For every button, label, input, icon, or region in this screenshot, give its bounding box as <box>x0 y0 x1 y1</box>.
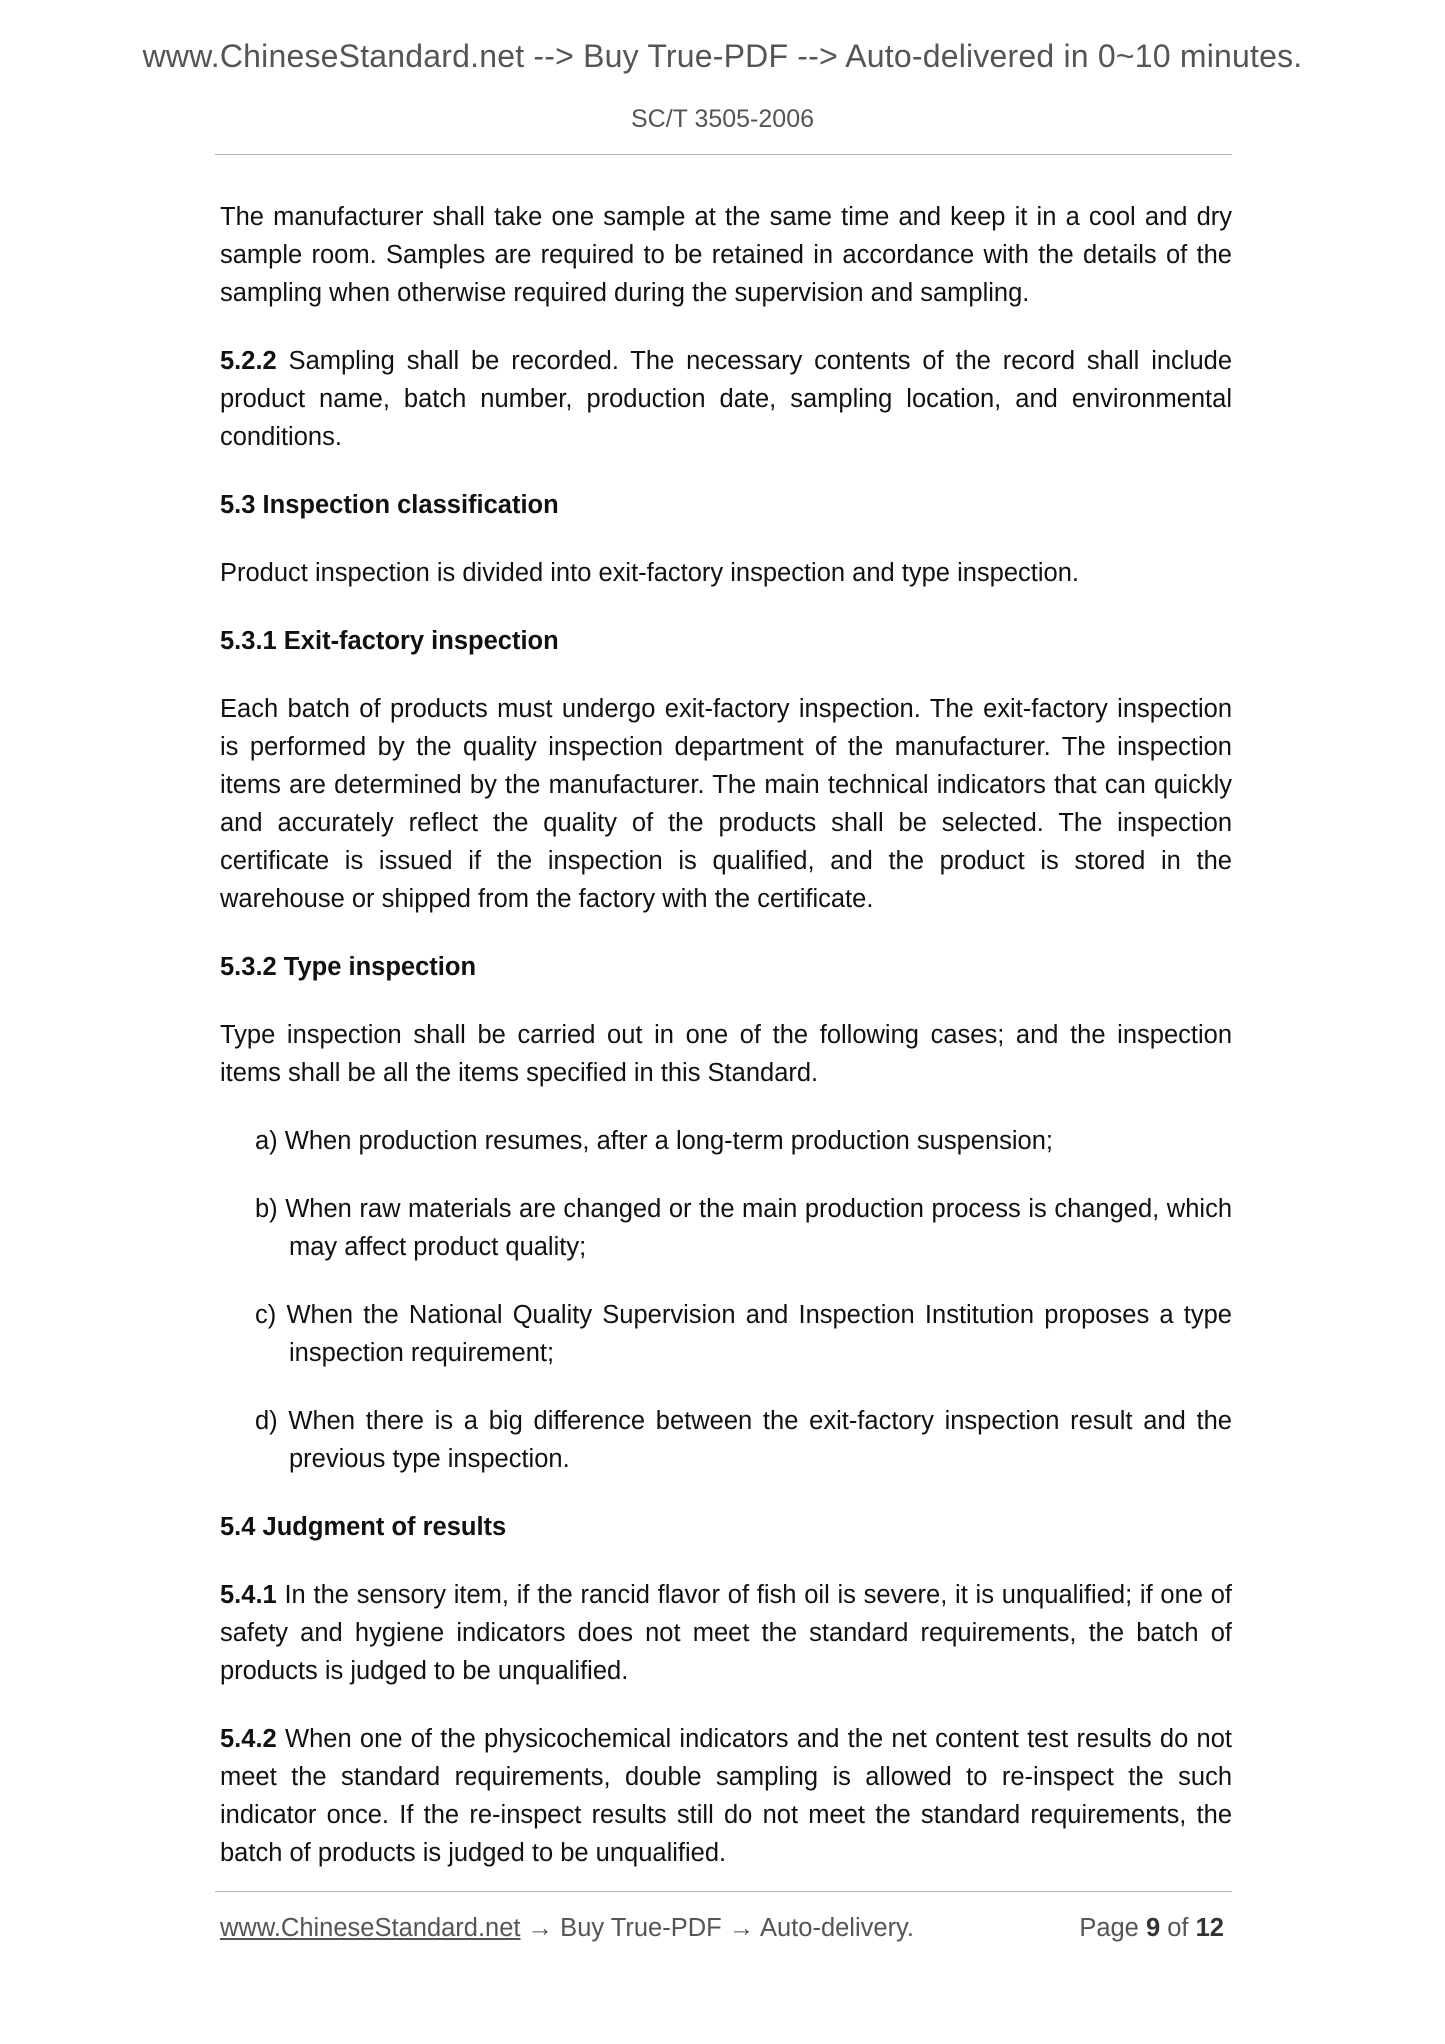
clause-number: 5.2.2 <box>220 347 277 375</box>
paragraph-5-3: Product inspection is divided into exit-factory inspection and type inspection. <box>220 559 1079 587</box>
list-item-d: d) When there is a big difference between the exit-factory inspection result and the previous type inspection. <box>255 1407 1232 1473</box>
footer-site-link[interactable]: www.ChineseStandard.net <box>220 1914 521 1942</box>
page-footer <box>220 1914 1232 1954</box>
clause-5-4-2 <box>220 1720 1232 1872</box>
top-banner-link[interactable]: www.ChineseStandard.net --> Buy True-PDF --> Auto-delivered in 0~10 minutes. <box>142 38 1303 74</box>
footer-tagline: → Buy True-PDF → Auto-delivery. <box>520 1914 914 1942</box>
heading-5-4: 5.4 Judgment of results <box>220 1513 507 1541</box>
paragraph-5-3-1: Each batch of products must undergo exit-factory inspection. The exit-factory inspection is performed by the quality inspection department of the manufacturer. The inspection items are determined by the manufacturer. The main technical indicators that can quickly and accurately reflect the quality of the products shall be selected. The inspection certificate is issued if the inspection is qualified, and the product is stored in the warehouse or shipped from the factory with the certificate. <box>220 695 1232 913</box>
clause-text: Sampling shall be recorded. The necessary contents of the record shall include product name, batch number, production date, sampling location, and environmental conditions. <box>220 347 1232 451</box>
header-divider <box>215 154 1232 155</box>
of-label: of <box>1167 1914 1189 1942</box>
clause-5-4-1 <box>220 1576 1232 1690</box>
heading-5-3: 5.3 Inspection classification <box>220 491 559 519</box>
clause-number: 5.4.1 <box>220 1581 277 1609</box>
list-item-c: c) When the National Quality Supervision and Inspection Institution proposes a type inspection requirement; <box>255 1301 1232 1367</box>
standard-code: SC/T 3505-2006 <box>631 105 814 133</box>
page-indicator <box>1079 1914 1224 1943</box>
clause-number: 5.4.2 <box>220 1725 277 1753</box>
paragraph-sample-retention: The manufacturer shall take one sample at the same time and keep it in a cool and dry sample room. Samples are required to be retained in accordance with the details of the sampling when otherwise required during the supervision and sampling. <box>220 203 1232 307</box>
page-number: 9 <box>1145 1914 1161 1942</box>
clause-5-2-2 <box>220 342 1232 456</box>
clause-text: When one of the physicochemical indicators and the net content test results do not meet the standard requirements, double sampling is allowed to re-inspect the such indicator once. If the re-inspect results still do not meet the standard requirements, the batch of products is judged to be unqualified. <box>220 1725 1232 1867</box>
list-item-b: b) When raw materials are changed or the main production process is changed, which may affect product quality; <box>255 1195 1232 1261</box>
heading-5-3-1: 5.3.1 Exit-factory inspection <box>220 627 559 655</box>
footer-text <box>220 1914 914 1943</box>
list-item-a: a) When production resumes, after a long-term production suspension; <box>255 1127 1053 1155</box>
clause-text: In the sensory item, if the rancid flavor of fish oil is severe, it is unqualified; if one of safety and hygiene indicators does not meet the standard requirements, the batch of products is judged to be unqualified. <box>220 1581 1232 1685</box>
document-body <box>220 198 1232 1902</box>
footer-divider <box>215 1891 1232 1892</box>
page-label: Page <box>1079 1914 1139 1942</box>
heading-5-3-2: 5.3.2 Type inspection <box>220 953 477 981</box>
paragraph-5-3-2: Type inspection shall be carried out in one of the following cases; and the inspection items shall be all the items specified in this Standard. <box>220 1021 1232 1087</box>
page-total: 12 <box>1195 1914 1224 1942</box>
